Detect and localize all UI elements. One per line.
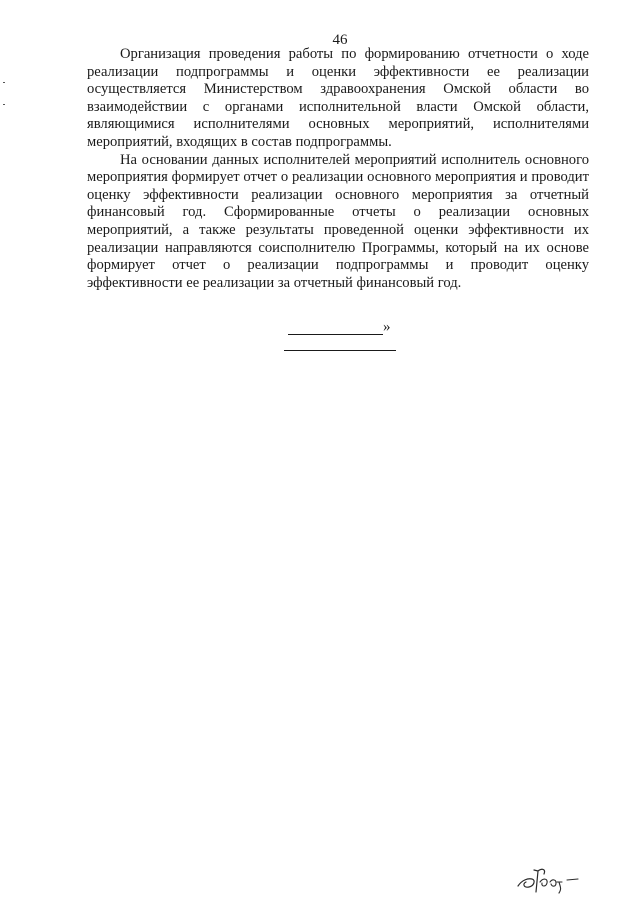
page-number: 46 xyxy=(332,32,348,48)
paragraph-report-procedure: На основании данных исполнителей мероприятий исполнитель основного мероприятия формирует отчет о реализации основного мероприятия и проводит оценку эффективности реализации основного мероприятия за отчетный финансовый год. Сформированные отчеты о реализации основных мероприятий, а также результаты проведенной оценки эффективности их реализации направляются соисполнителю Программы, который на их основе формирует отчет о реализации подпрограммы и проводит оценку эффективности ее реализации за отчетный финансовый год. xyxy=(87,151,589,291)
handwritten-signature-icon xyxy=(512,862,592,896)
closing-quote-mark: » xyxy=(383,319,391,335)
scan-edge-mark xyxy=(3,82,5,83)
closing-underline xyxy=(288,334,383,335)
document-body xyxy=(87,46,589,292)
closing-rule xyxy=(284,350,396,351)
scan-edge-mark xyxy=(3,104,5,105)
paragraph-reporting-organization: Организация проведения работы по формированию отчетности о ходе реализации подпрограммы и оценки эффективности ее реализации осуществляется Министерством здравоохранения Омской области во взаимодействии с органами исполнительной власти Омской области, являющимися исполнителями основных мероприятий, исполнителями мероприятий, входящих в состав подпрограммы. xyxy=(87,46,589,150)
